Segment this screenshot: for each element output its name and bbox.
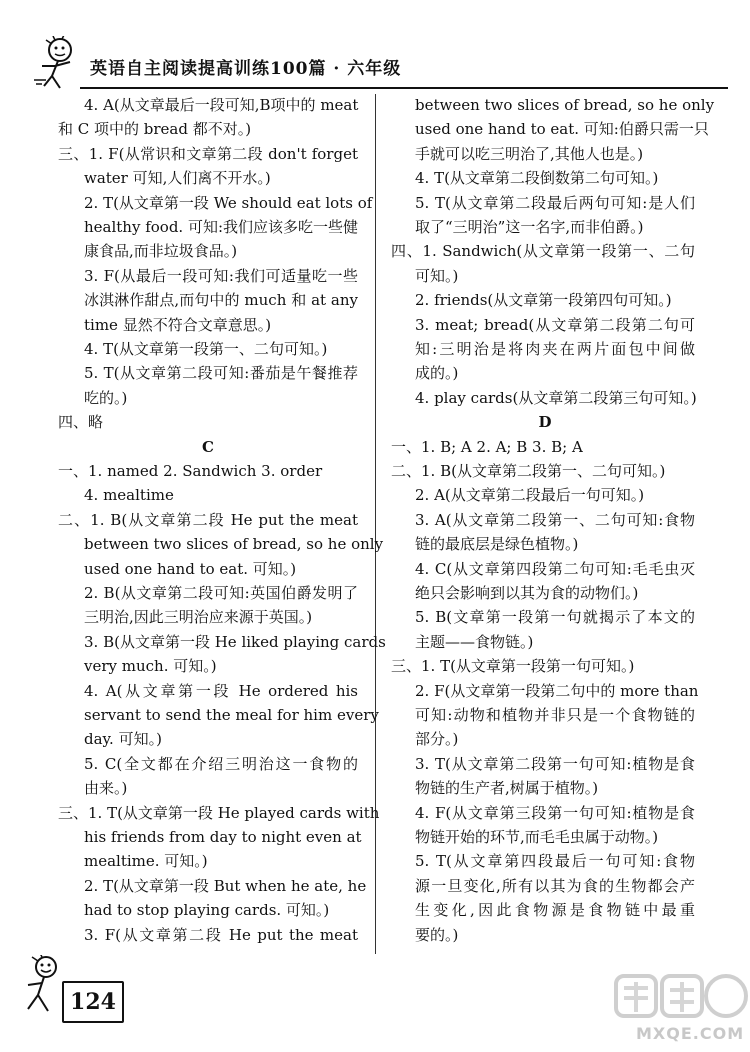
book-title: 英语自主阅读提高训练100篇 · 六年级 [90,59,402,79]
page-number: 124 [62,981,124,1023]
answer-line: time 显然不符合文章意思。) [84,315,272,334]
answer-line: 物链开始的环节,而毛毛虫属于动物。) [415,828,659,846]
answer-line: 链的最底层是绿色植物。) [415,535,579,554]
answer-line: 可知:动物和植物并非只是一个食物链的 [415,706,695,724]
answer-line: 部分。) [415,730,459,749]
answer-line: used one hand to eat. 可知:伯爵只需一只 [415,120,709,139]
answer-line: mealtime. 可知。) [84,852,208,871]
answer-line: water 可知,人们离不开水。) [84,169,271,188]
stick-figure-logo-icon [22,36,80,90]
answer-line: 4. C(从文章第四段第二句可知:毛毛虫灭 [415,559,695,578]
answer-line: 2. T(从文章第一段 We should eat lots of [84,193,373,212]
answer-line: C [202,437,214,456]
page-header [22,30,728,92]
answer-line: 3. B(从文章第一段 He liked playing cards [84,632,386,651]
answer-line: 三、1. F(从常识和文章第二段 don't forget [58,144,358,163]
answer-line: 要的。) [415,925,459,944]
answer-line: 3. F(从文章第二段 He put the meat [84,925,358,944]
answer-line: between two slices of bread, so he only [415,96,715,114]
answer-line: 4. T(从文章第一段第一、二句可知。) [84,340,328,358]
answer-line: 5. B(文章第一段第一句就揭示了本文的 [415,608,695,627]
page-footer [20,955,140,1035]
answer-line: 一、1. B; A 2. A; B 3. B; A [391,437,583,456]
answer-line: 三、1. T(从文章第一段 He played cards with [58,803,380,822]
answer-line: 源一旦变化,所有以其为食的生物都会产 [415,876,695,895]
answer-line: 2. A(从文章第二段最后一句可知。) [415,486,645,505]
answer-line: 4. mealtime [84,486,174,505]
answer-line: D [538,413,552,432]
answer-line: 二、1. B(从文章第二段第一、二句可知。) [391,462,666,480]
answer-line: 3. meat; bread(从文章第二段第二句可 [415,315,695,334]
answer-line: 5. C(全文都在介绍三明治这一食物的 [84,754,358,773]
answer-line: 5. T(从文章第二段可知:番茄是午餐推荐 [84,364,358,383]
answer-line: 三、1. T(从文章第一段第一句可知。) [391,657,635,676]
answer-line: 三明治,因此三明治应来源于英国。) [84,608,313,627]
answer-line: 四、略 [58,413,104,432]
answer-line: used one hand to eat. 可知。) [84,559,297,578]
answer-line: 和 C 项中的 bread 都不对。) [58,120,252,139]
answer-line: 3. T(从文章第二段第一句可知:植物是食 [415,754,695,773]
answer-line: 3. F(从最后一段可知:我们可适量吃一些 [84,266,358,285]
answer-line: 知:三明治是将肉夹在两片面包中间做 [415,340,695,358]
answer-line: 4. T(从文章第二段倒数第二句可知。) [415,169,659,188]
answer-line: 4. F(从文章第三段第一句可知:植物是食 [415,803,695,822]
answer-line: 二、1. B(从文章第二段 He put the meat [58,510,358,529]
answer-line: 取了“三明治”这一名字,而非伯爵。) [415,218,644,236]
answer-line: 2. F(从文章第一段第二句中的 more than [415,681,699,700]
watermark-text: MXQE.COM [636,1024,745,1043]
answer-line: 物链的生产者,树属于植物。) [415,779,599,798]
answer-line: 康食品,而非垃圾食品。) [84,242,238,261]
answer-line: between two slices of bread, so he only [84,535,384,554]
answer-line: 可知。) [415,266,459,285]
answer-line: had to stop playing cards. 可知。) [84,901,330,920]
answer-line: 一、1. named 2. Sandwich 3. order [58,462,323,480]
answer-line: servant to send the meal for him every [84,706,379,724]
answer-line: day. 可知。) [84,730,162,749]
answer-line: 4. play cards(从文章第二段第三句可知。) [415,388,697,407]
header-rule [80,87,728,89]
answer-line: 5. T(从文章第四段最后一句可知:食物 [415,852,695,871]
answer-line: 2. friends(从文章第一段第四句可知。) [415,291,672,310]
answer-line: 5. T(从文章第二段最后两句可知:是人们 [415,193,695,212]
answer-line: his friends from day to night even at [84,828,362,846]
answer-line: 四、1. Sandwich(从文章第一段第一、二句 [391,242,695,261]
answer-line: healthy food. 可知:我们应该多吃一些健 [84,218,359,236]
answer-line: 由来。) [84,779,128,798]
answer-line: 成的。) [415,364,459,383]
answer-line: 手就可以吃三明治了,其他人也是。) [415,144,644,163]
answer-line: 2. T(从文章第一段 But when he ate, he [84,876,367,895]
answer-line: 生变化,因此食物源是食物链中最重 [415,901,695,920]
answer-line: 3. A(从文章第二段第一、二句可知:食物 [415,510,695,529]
answer-line: 吃的。) [84,388,128,407]
answer-line: 4. A(从文章最后一段可知,B项中的 meat [84,96,359,114]
answer-line: 4. A(从文章第一段 He ordered his [84,681,358,700]
answer-line: 主题——食物链。) [415,632,534,651]
answer-line: 2. B(从文章第二段可知:英国伯爵发明了 [84,584,358,602]
answer-line: very much. 可知。) [84,657,217,676]
answer-line: 绝只会影响到以其为食的动物们。) [415,584,639,602]
answer-line: 冰淇淋作甜点,而句中的 much 和 at any [84,291,358,310]
column-divider [375,94,376,954]
